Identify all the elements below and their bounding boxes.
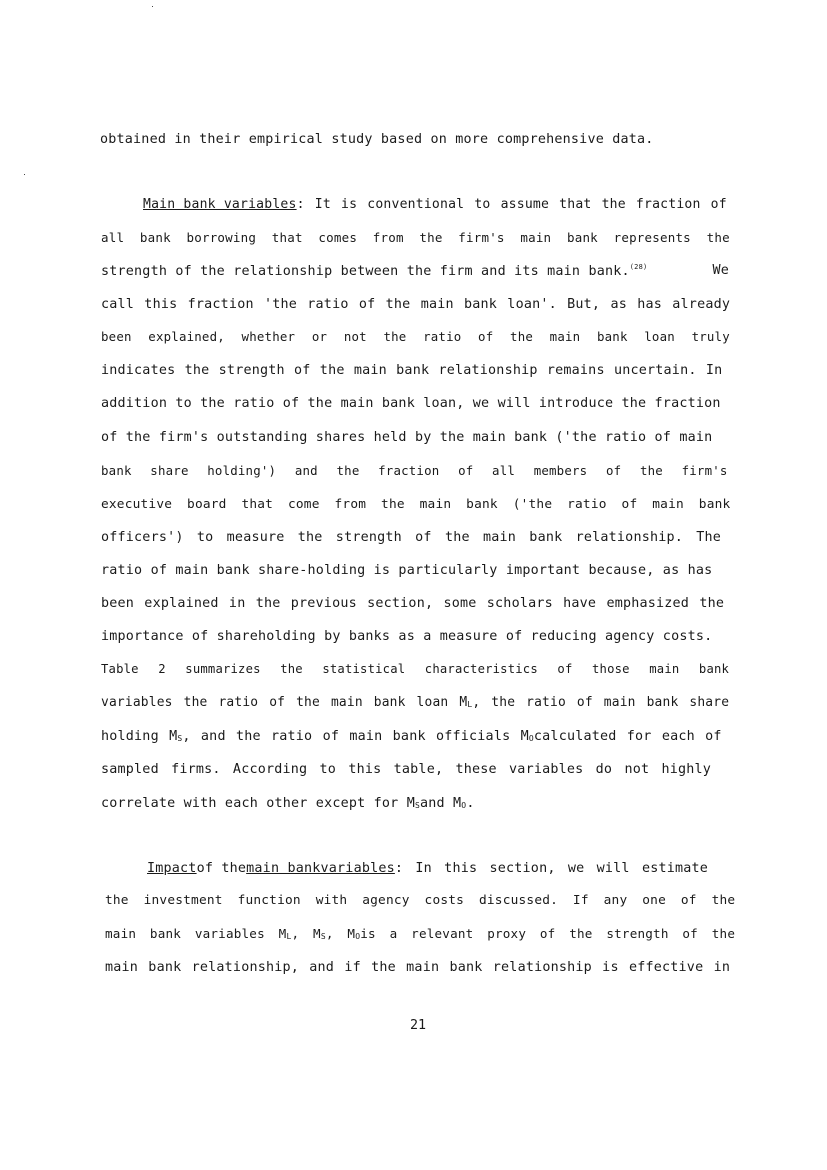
text-segment <box>105 928 735 941</box>
text-fragment: main bank variables M <box>105 926 287 941</box>
section-heading-impact <box>147 862 395 875</box>
text-segment: bank share holding') and the fraction of all members of the firm's <box>101 463 728 478</box>
section-heading-main-bank-variables: Main bank variables <box>143 197 297 212</box>
subscript: O <box>461 801 467 810</box>
text-line <box>101 364 729 377</box>
text-segment <box>101 697 729 710</box>
text-fragment: is a relevant proxy of the strength of the <box>360 926 736 941</box>
subscript: S <box>320 932 326 941</box>
text-fragment: , the ratio of main bank share <box>472 695 730 710</box>
text-segment: main bank relationship, and if the main bank relationship is effective in <box>105 960 731 975</box>
text-line <box>101 331 729 343</box>
text-line <box>101 663 729 675</box>
text-segment: sampled firms. According to this table, these variables do not highly <box>101 762 712 777</box>
text-segment: addition to the ratio of the main bank loan, we will introduce the fraction <box>101 396 721 411</box>
subscript: L <box>467 700 473 709</box>
footnote-ref: (28) <box>629 263 648 271</box>
text-line <box>101 264 729 278</box>
text-line <box>101 763 729 776</box>
text-segment: importance of shareholding by banks as a measure of reducing agency costs. <box>101 629 713 644</box>
text-segment: : It is conventional to assume that the fraction of <box>296 197 727 212</box>
text-fragment: , and the ratio of main bank officials M <box>182 729 529 744</box>
text-segment: We <box>712 263 729 278</box>
text-fragment: holding M <box>101 729 178 744</box>
page-number: 21 <box>410 1018 427 1033</box>
text-fragment: and M <box>419 796 462 811</box>
text-line <box>101 597 729 610</box>
text-line <box>101 564 729 577</box>
heading-fragment: variables <box>320 861 395 876</box>
text-segment <box>101 264 647 278</box>
text-line <box>101 298 729 311</box>
text-line <box>105 961 734 974</box>
heading-fragment: of the <box>196 861 247 876</box>
text-segment: executive board that come from the main bank ('the ratio of main bank <box>101 497 731 512</box>
text-line <box>101 431 729 444</box>
text-segment <box>101 730 722 743</box>
text-segment: indicates the strength of the main bank relationship remains uncertain. In <box>101 363 723 378</box>
text-line <box>105 928 734 941</box>
text-line <box>101 797 521 810</box>
text-fragment: correlate with each other except for M <box>101 796 415 811</box>
scan-speck <box>24 174 25 175</box>
text-line <box>100 133 660 146</box>
text-segment: Table 2 summarizes the statistical characteristics of those main bank <box>101 662 730 676</box>
text-line <box>105 895 734 908</box>
text-line <box>101 730 729 743</box>
text-fragment: , M <box>291 926 321 941</box>
text-fragment: . <box>466 796 475 811</box>
text-line <box>143 198 729 211</box>
subscript: O <box>528 734 534 743</box>
text-fragment: variables the ratio of the main bank loan M <box>101 695 468 710</box>
heading-fragment: Impact <box>147 861 197 876</box>
subscript: S <box>414 801 420 810</box>
text-segment: : In this section, we will estimate <box>394 861 709 876</box>
text-segment: the investment function with agency costs discussed. If any one of the <box>105 893 736 908</box>
text-line <box>147 862 733 875</box>
text-line <box>101 697 729 710</box>
text-segment: of the firm's outstanding shares held by the main bank ('the ratio of main <box>101 430 713 445</box>
text-fragment: strength of the relationship between the firm and its main bank. <box>101 264 630 279</box>
text-segment <box>101 797 475 810</box>
text-segment: all bank borrowing that comes from the firm's main bank represents the <box>101 230 730 245</box>
subscript: O <box>355 932 361 941</box>
text-line <box>101 531 729 544</box>
text-fragment: calculated for each of <box>533 729 722 744</box>
scan-speck <box>152 6 153 7</box>
text-line <box>101 232 729 245</box>
text-segment: been explained, whether or not the ratio of the main bank loan truly <box>101 329 730 344</box>
text-fragment: , M <box>325 926 356 941</box>
text-segment: ratio of main bank share-holding is particularly important because, as has <box>101 563 713 578</box>
heading-fragment: main bank <box>246 861 321 876</box>
text-line <box>101 397 729 410</box>
text-line <box>101 499 729 512</box>
text-segment: been explained in the previous section, some scholars have emphasized the <box>101 596 725 611</box>
text-segment: officers') to measure the strength of the main bank relationship. The <box>101 530 722 545</box>
text-segment: obtained in their empirical study based on more comprehensive data. <box>100 132 654 147</box>
text-line <box>101 630 729 643</box>
subscript: S <box>177 734 183 743</box>
subscript: L <box>286 932 292 941</box>
text-segment: call this fraction 'the ratio of the main bank loan'. But, as has already <box>101 297 731 312</box>
text-line <box>101 465 729 477</box>
